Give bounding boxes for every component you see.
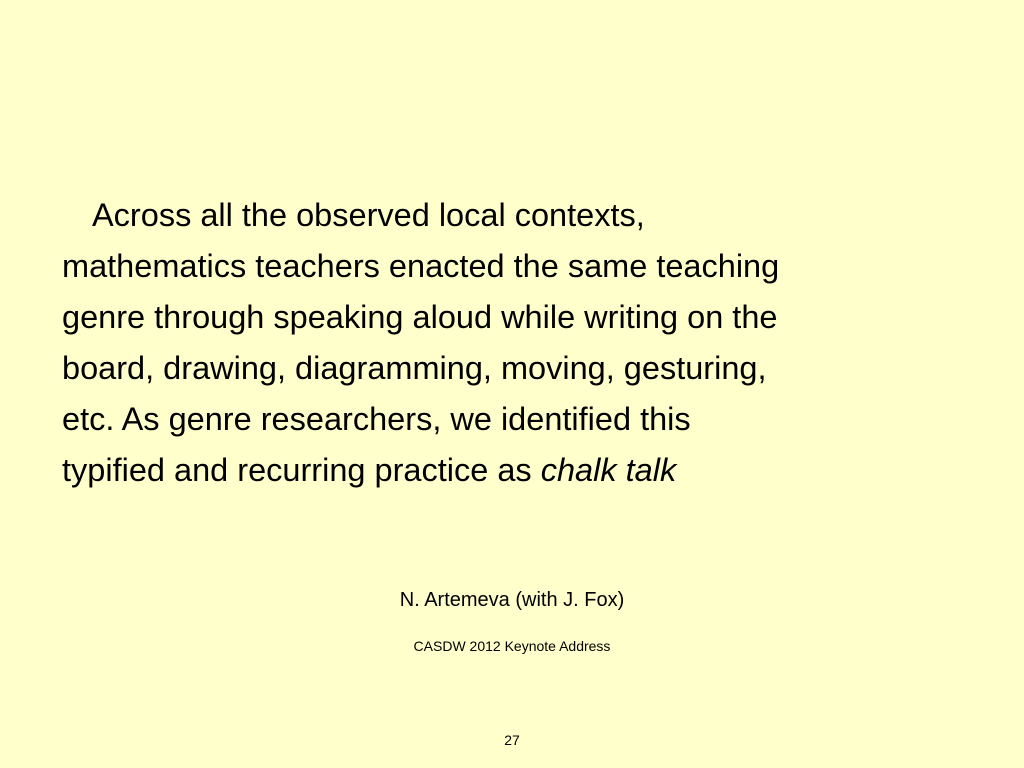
body-line: genre through speaking aloud while writing on the	[62, 299, 778, 335]
body-line: etc. As genre researchers, we identified this	[62, 401, 691, 437]
slide-body-text	[62, 190, 962, 496]
chalk-talk-emphasis: chalk talk	[540, 452, 677, 488]
body-line-last	[62, 445, 962, 496]
author-credit: N. Artemeva (with J. Fox)	[399, 589, 625, 611]
body-line: board, drawing, diagramming, moving, gesturing,	[62, 350, 767, 386]
body-line: Across all the observed local contexts,	[92, 197, 645, 233]
body-line: typified and recurring practice as	[62, 452, 541, 488]
body-line: mathematics teachers enacted the same teaching	[62, 248, 780, 284]
event-name: CASDW 2012 Keynote Address	[413, 638, 611, 654]
page-number: 27	[504, 732, 520, 748]
